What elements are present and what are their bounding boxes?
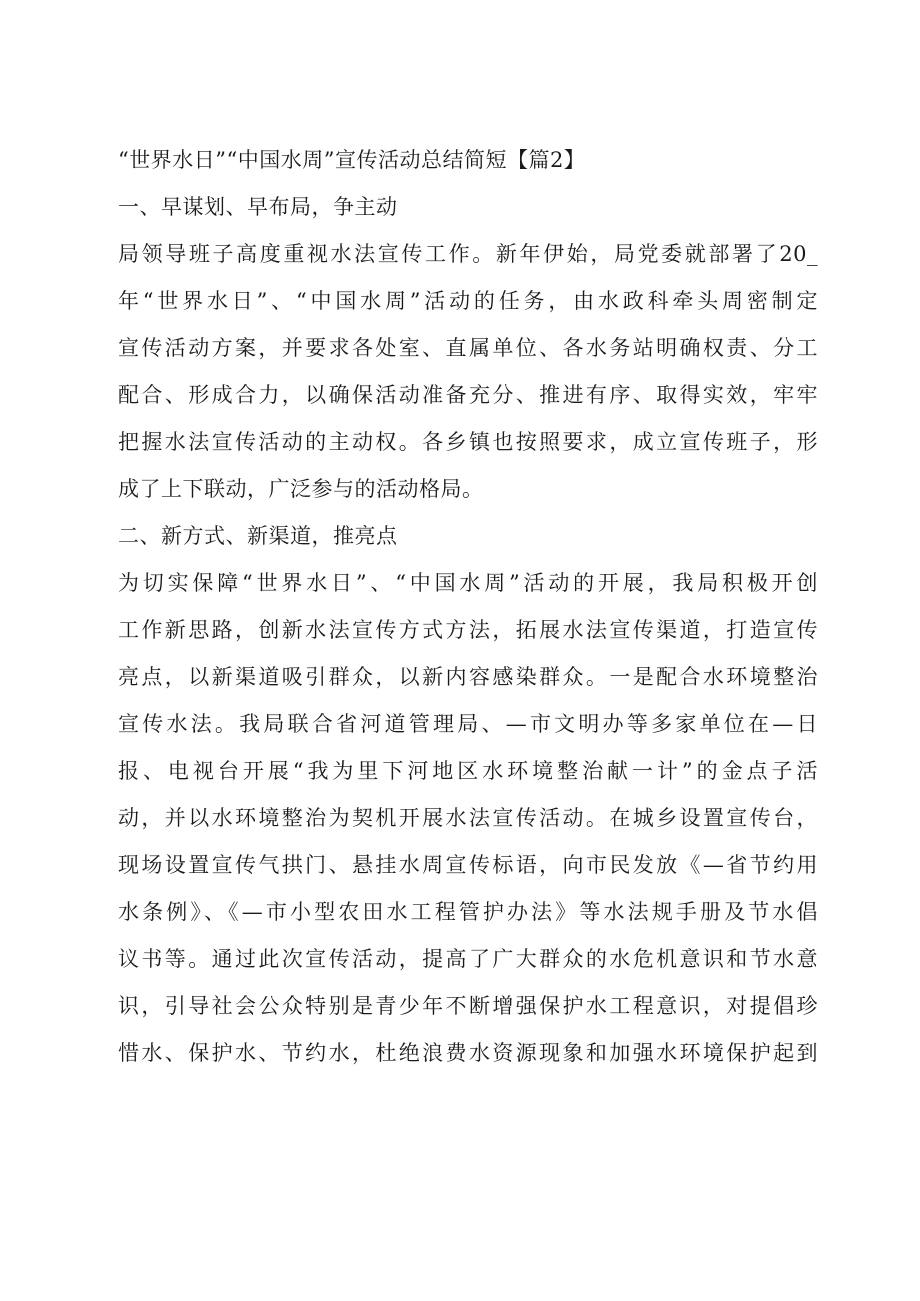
paragraph-line: 配合、形成合力，以确保活动准备充分、推进有序、取得实效，牢牢 [118, 383, 818, 407]
paragraph-line: 报、电视台开展“我为里下河地区水环境整治献一计”的金点子活 [118, 759, 818, 783]
paragraph-line: 宣传活动方案，并要求各处室、直属单位、各水务站明确权责、分工 [118, 336, 818, 360]
paragraph-line: 现场设置宣传气拱门、悬挂水周宣传标语，向市民发放《—省节约用 [118, 853, 818, 877]
paragraph-line: 工作新思路，创新水法宣传方式方法，拓展水法宣传渠道，打造宣传 [118, 618, 818, 642]
document-body [118, 140, 818, 1080]
paragraph-line: 把握水法宣传活动的主动权。各乡镇也按照要求，成立宣传班子，形 [118, 430, 818, 454]
paragraph-line: 年“世界水日”、“中国水周”活动的任务，由水政科牵头周密制定 [118, 289, 818, 313]
paragraph-line: 宣传水法。我局联合省河道管理局、—市文明办等多家单位在—日 [118, 712, 818, 736]
paragraph-line: 识，引导社会公众特别是青少年不断增强保护水工程意识，对提倡珍 [118, 994, 818, 1018]
paragraph-line: 水条例》、《—市小型农田水工程管护办法》等水法规手册及节水倡 [118, 900, 818, 924]
section-heading: 二、新方式、新渠道，推亮点 [118, 524, 398, 548]
paragraph-line: 议书等。通过此次宣传活动，提高了广大群众的水危机意识和节水意 [118, 947, 818, 971]
paragraph-line: 动，并以水环境整治为契机开展水法宣传活动。在城乡设置宣传台， [118, 806, 818, 830]
paragraph-line: 局领导班子高度重视水法宣传工作。新年伊始，局党委就部署了20_ [118, 242, 818, 266]
section-heading: 一、早谋划、早布局，争主动 [118, 195, 398, 219]
document-title: “世界水日”“中国水周”宣传活动总结简短【篇2】 [118, 148, 586, 172]
paragraph-line: 成了上下联动，广泛参与的活动格局。 [118, 477, 484, 501]
paragraph-line: 惜水、保护水、节约水，杜绝浪费水资源现象和加强水环境保护起到 [118, 1041, 818, 1065]
paragraph-line: 为切实保障“世界水日”、“中国水周”活动的开展，我局积极开创 [118, 571, 818, 595]
paragraph-line: 亮点，以新渠道吸引群众，以新内容感染群众。一是配合水环境整治 [118, 665, 818, 689]
